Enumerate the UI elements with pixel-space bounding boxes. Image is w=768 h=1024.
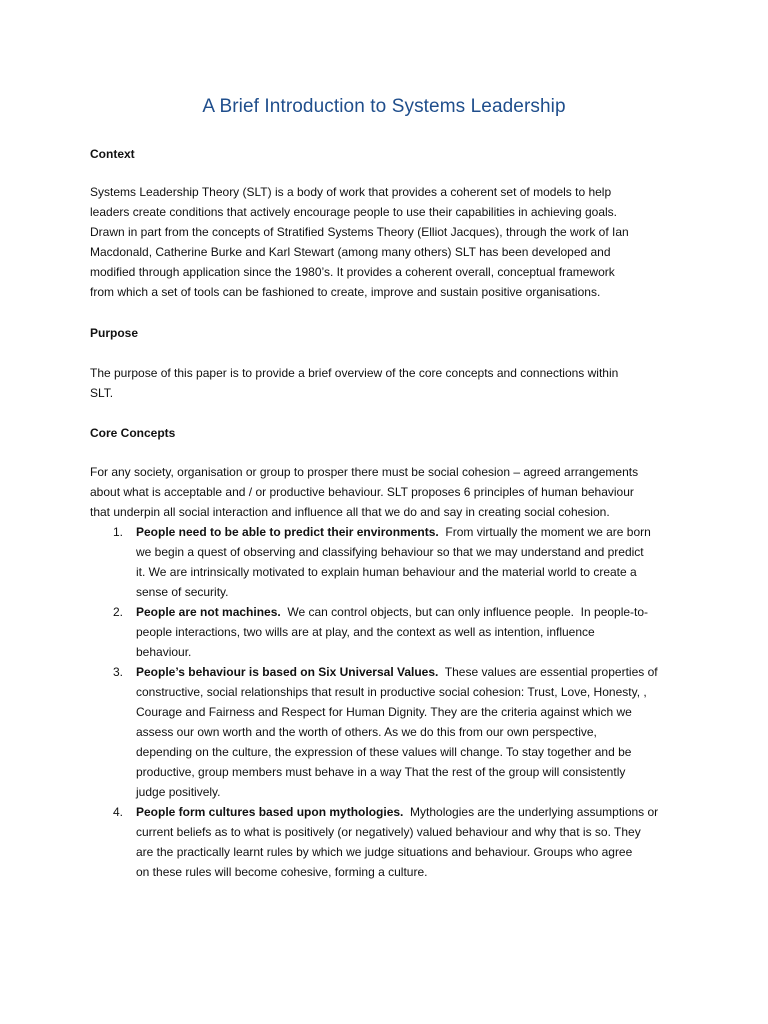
list-item-number: 1. [113, 525, 124, 539]
context-line: Macdonald, Catherine Burke and Karl Stewart (among many others) SLT has been developed and [90, 245, 611, 259]
list-item-line: productive, group members must behave in a way That the rest of the group will consistently [136, 765, 626, 779]
principles-list [90, 522, 690, 882]
list-item-line: judge positively. [136, 785, 221, 799]
list-item-text: These values are essential properties of [438, 665, 658, 679]
list-item-line: people interactions, two wills are at play, and the context as well as intention, influence [136, 625, 595, 639]
list-item [90, 602, 690, 662]
context-paragraph [90, 182, 690, 302]
list-item-line: depending on the culture, the expression of these values will change. To stay together and be [136, 745, 632, 759]
core-concepts-line: that underpin all social interaction and influence all that we do and say in creating social cohesion. [90, 505, 610, 519]
list-item [90, 662, 690, 802]
context-heading: Context [90, 147, 135, 161]
list-item-line: constructive, social relationships that result in productive social cohesion: Trust, Love, Honesty, , [136, 685, 647, 699]
list-item [90, 522, 690, 602]
context-line: from which a set of tools can be fashioned to create, improve and sustain positive organisations. [90, 285, 601, 299]
purpose-line: The purpose of this paper is to provide a brief overview of the core concepts and connections within [90, 366, 619, 380]
context-line: Drawn in part from the concepts of Stratified Systems Theory (Elliot Jacques), through the work of Ian [90, 225, 629, 239]
purpose-heading: Purpose [90, 326, 139, 340]
core-concepts-line: about what is acceptable and / or productive behaviour. SLT proposes 6 principles of human behaviour [90, 485, 634, 499]
list-item-text: We can control objects, but can only influence people. In people-to- [280, 605, 649, 619]
list-item-line: we begin a quest of observing and classifying behaviour so that we may understand and predict [136, 545, 644, 559]
list-item-first-line [136, 802, 690, 822]
document-title: A Brief Introduction to Systems Leadership [202, 96, 566, 117]
list-item-number: 4. [113, 805, 124, 819]
list-item-line: behaviour. [136, 645, 192, 659]
context-line: modified through application since the 1980’s. It provides a coherent overall, conceptual framework [90, 265, 615, 279]
list-item-number: 2. [113, 605, 124, 619]
context-line: Systems Leadership Theory (SLT) is a body of work that provides a coherent set of models to help [90, 185, 612, 199]
core-concepts-paragraph [90, 462, 690, 522]
purpose-line: SLT. [90, 386, 114, 400]
core-concepts-heading: Core Concepts [90, 426, 176, 440]
list-item-line: current beliefs as to what is positively (or negatively) valued behaviour and why that is so. They [136, 825, 641, 839]
list-item-line: assess our own worth and the worth of others. As we do this from our own perspective, [136, 725, 597, 739]
list-item-bold-lead: People form cultures based upon mythologies. [136, 805, 404, 819]
list-item-bold-lead: People need to be able to predict their environments. [136, 525, 439, 539]
list-item-line: it. We are intrinsically motivated to explain human behaviour and the material world to create a [136, 565, 637, 579]
list-item-first-line [136, 602, 690, 622]
context-line: leaders create conditions that actively encourage people to use their capabilities in achieving goals. [90, 205, 617, 219]
list-item [90, 802, 690, 882]
list-item-text: Mythologies are the underlying assumptions or [403, 805, 659, 819]
list-item-line: Courage and Fairness and Respect for Human Dignity. They are the criteria against which we [136, 705, 632, 719]
list-item-bold-lead: People are not machines. [136, 605, 281, 619]
list-item-first-line [136, 662, 690, 682]
list-item-line: sense of security. [136, 585, 229, 599]
list-item-first-line [136, 522, 690, 542]
core-concepts-line: For any society, organisation or group to prosper there must be social cohesion – agreed arrangements [90, 465, 639, 479]
list-item-bold-lead: People’s behaviour is based on Six Universal Values. [136, 665, 439, 679]
list-item-line: are the practically learnt rules by which we judge situations and behaviour. Groups who agree [136, 845, 633, 859]
list-item-text: From virtually the moment we are born [438, 525, 651, 539]
list-item-number: 3. [113, 665, 124, 679]
purpose-paragraph [90, 363, 690, 403]
list-item-line: on these rules will become cohesive, forming a culture. [136, 865, 428, 879]
